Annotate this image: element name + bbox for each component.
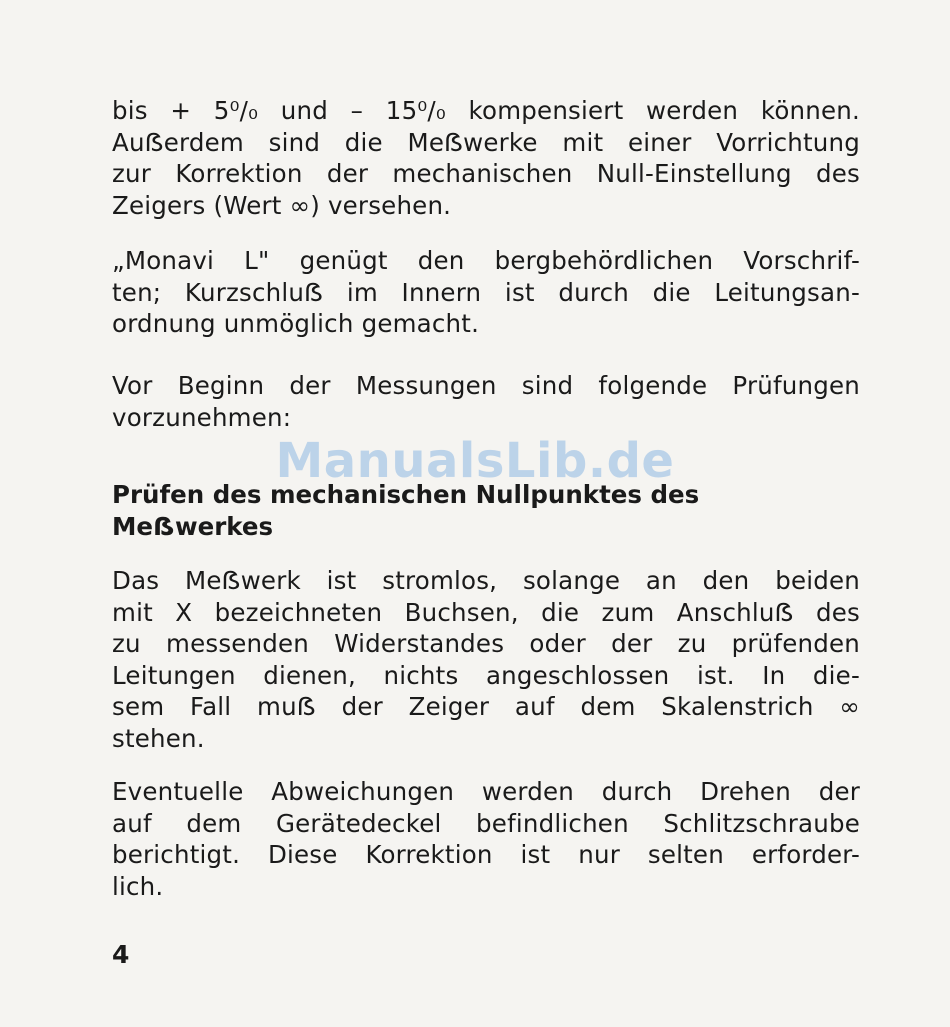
heading-line: Meẞwerkes — [112, 511, 274, 541]
text-line: Auẞerdem sind die Meẞwerke mit einer Vorrichtung — [112, 127, 860, 157]
text-line: Vor Beginn der Messungen sind folgende Prüfungen — [112, 371, 860, 400]
text-line: mit X bezeichneten Buchsen, die zum Anschluẞ des — [112, 597, 860, 627]
paragraph-zero-point — [112, 565, 860, 754]
paragraph-regulations — [112, 245, 860, 340]
text-line: auf dem Gerätedeckel befindlichen Schlitzschraube — [112, 808, 860, 838]
text-line: zu messenden Widerstandes oder der zu prüfenden — [112, 629, 860, 658]
text-line: sem Fall muẞ der Zeiger auf dem Skalenstrich ∞ — [112, 692, 860, 721]
text-line: ordnung unmöglich gemacht. — [112, 309, 480, 338]
text-line: berichtigt. Diese Korrektion ist nur selten erforder- — [112, 840, 860, 869]
text-line: Zeigers (Wert ∞) versehen. — [112, 190, 452, 220]
text-line: stehen. — [112, 723, 205, 753]
paragraph-checks-intro — [112, 370, 860, 433]
paragraph-correction — [112, 776, 860, 902]
section-heading — [112, 479, 860, 542]
text-line: vorzunehmen: — [112, 402, 292, 432]
page-number: 4 — [112, 940, 130, 969]
text-line: bis + 5⁰/₀ und – 15⁰/₀ kompensiert werden können. — [112, 96, 860, 125]
text-line: ten; Kurzschluẞ im Innern ist durch die Leitungsan- — [112, 277, 860, 307]
heading-line: Prüfen des mechanischen Nullpunktes des — [112, 480, 700, 509]
watermark: ManualsLib.de — [275, 433, 675, 489]
text-line: zur Korrektion der mechanischen Null-Einstellung des — [112, 159, 860, 188]
paragraph-compensation — [112, 95, 860, 221]
text-line: Das Meẞwerk ist stromlos, solange an den beiden — [112, 566, 860, 595]
text-line: lich. — [112, 871, 164, 901]
text-line: Eventuelle Abweichungen werden durch Drehen der — [112, 777, 860, 806]
text-line: „Monavi L" genügt den bergbehördlichen Vorschrif- — [112, 246, 860, 275]
text-line: Leitungen dienen, nichts angeschlossen ist. In die- — [112, 660, 860, 690]
